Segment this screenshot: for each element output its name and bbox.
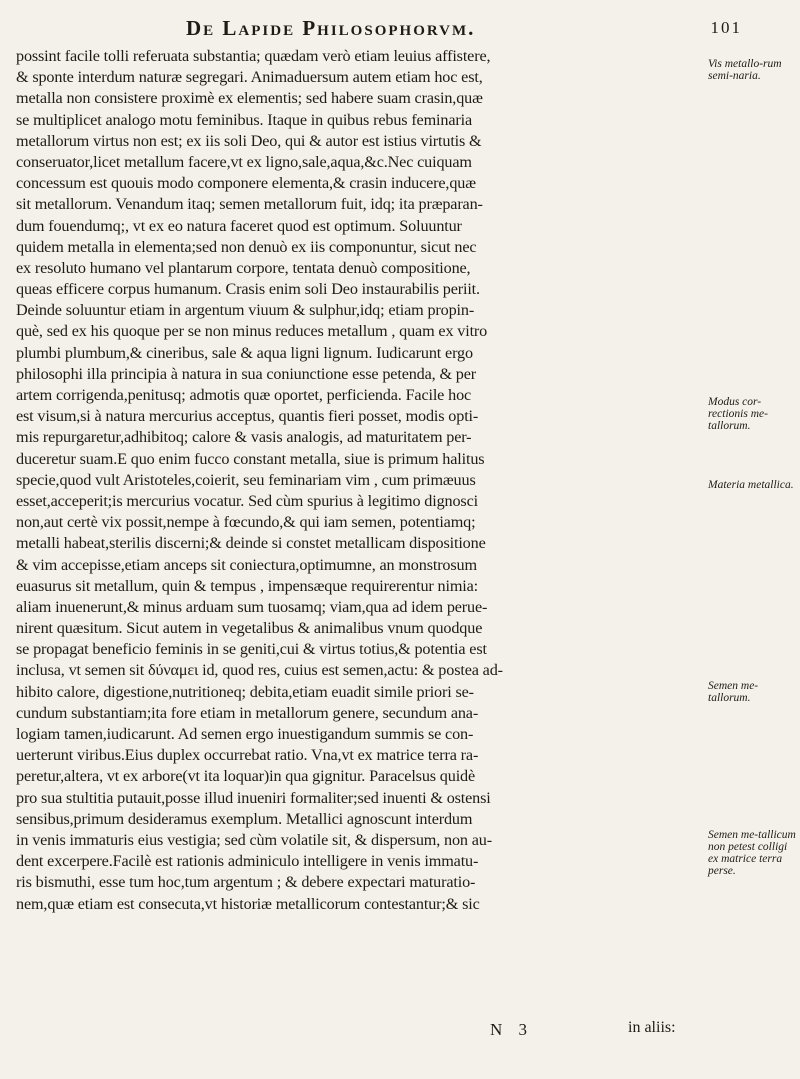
text-line: peretur,altera, vt ex arbore(vt ita loquar)in qua gignitur. Paracelsus quidè — [16, 767, 476, 786]
text-line: logiam tamen,iudicarunt. Ad semen ergo inuestigandum summis se con- — [16, 725, 474, 743]
text-line: aliam inuenerunt,& minus arduam sum tuosamq; viam,qua ad idem perue- — [16, 597, 488, 616]
page-number: 101 — [710, 18, 742, 37]
text-line: artem corrigenda,penitusq; admotis quæ oportet, perficienda. Facile hoc — [16, 386, 472, 404]
text-line: nirent quæsitum. Sicut autem in vegetalibus & animalibus vnum quodque — [16, 619, 483, 638]
catchword: in aliis: — [628, 1019, 676, 1036]
text-line: se propagat beneficio feminis in se geniti,cui & virtus totius,& potentia est — [16, 640, 487, 659]
text-line: concessum est quouis modo componere elementa,& crasin inducere,quæ — [16, 174, 476, 193]
text-line: quidem metalla in elementa;sed non denuò ex iis componuntur, sicut nec — [16, 237, 477, 256]
running-title: De Lapide Philosophorvm. — [186, 16, 476, 40]
text-line: & vim accepisse,etiam anceps sit coniectura,optimumne, an monstrosum — [16, 555, 477, 574]
text-line: inclusa, vt semen sit δύναμει id, quod res, cuius est semen,actu: & postea ad- — [16, 661, 503, 680]
marginal-note: Semen me-tallicum non petest colligi ex matrice terra perse. — [708, 829, 796, 877]
text-line: hibito calore, digestione,nutritioneq; debita,etiam euadit simile priori se- — [16, 682, 474, 701]
text-line: dum fouendumq;, vt ex eo natura faceret quod est optimum. Soluuntur — [16, 216, 462, 235]
text-line: Deinde soluuntur etiam in argentum viuum & sulphur,idq; etiam propin- — [16, 301, 475, 320]
text-line: conseruator,licet metallum facere,vt ex ligno,sale,aqua,&c.Nec cuiquam — [16, 152, 472, 171]
marginal-note: Modus cor-rectionis me-tallorum. — [708, 396, 768, 432]
text-line: cundum substantiam;ita fore etiam in metallorum genere, secundum ana- — [16, 703, 479, 722]
text-line: dent excerpere.Facilè est rationis adminiculo intelligere in venis immatu- — [16, 852, 479, 871]
text-line: plumbi plumbum,& cineribus, sale & aqua ligni lignum. Iudicarunt ergo — [16, 343, 473, 362]
marginal-note: Vis metallo-rum semi-naria. — [708, 58, 782, 82]
text-line: in venis immaturis eius vestigia; sed cùm volatile sit, & dispersum, non au- — [16, 830, 492, 849]
text-line: nem,quæ etiam est consecuta,vt historiæ metallicorum contestantur;& sic — [16, 894, 480, 913]
text-line: metalli habeat,sterilis discerni;& deinde si constet metallicam dispositione — [16, 534, 486, 553]
text-line: ex resoluto humano vel plantarum corpore, tentata denuò compositione, — [16, 258, 471, 277]
text-line: mis repurgaretur,adhibitoq; calore & vasis analogis, ad maturitatem per- — [16, 428, 472, 447]
text-line: non,aut certè vix possit,nempe à fœcundo,& qui iam semen, potentiamq; — [16, 513, 476, 532]
text-line: queas efficere corpus humanum. Crasis enim soli Deo instaurabilis periit. — [16, 280, 480, 299]
text-line: specie,quod vult Aristoteles,coierit, seu feminariam vim , cum primæuus — [16, 470, 476, 489]
text-line: esset,acceperit;is mercurius vocatur. Sed cùm spurius à legitimo dignosci — [16, 491, 478, 510]
text-line: philosophi illa principia à natura in sua coniunctione esse petenda, & per — [16, 364, 476, 383]
marginal-note: Semen me-tallorum. — [708, 680, 759, 704]
text-line: què, sed ex his quoque per se non minus reduces metallum , quam ex vitro — [16, 322, 488, 341]
marginal-note: Materia metallica. — [708, 479, 794, 491]
text-line: sensibus,primum desideramus exemplum. Metallici agnoscunt interdum — [16, 809, 473, 828]
text-line: & sponte interdum naturæ segregari. Animaduersum autem etiam hoc est, — [16, 68, 483, 87]
text-line: pro sua stultitia putauit,posse illud inueniri formaliter;sed inuenti & ostensi — [16, 788, 491, 807]
text-line: possint facile tolli referuata substantia; quædam verò etiam leuius affistere, — [16, 47, 491, 65]
text-line: est visum,si à natura mercurius acceptus, quantis fieri posset, modis opti- — [16, 407, 479, 426]
text-line: euasurus sit metallum, quin & tempus , impensæque requirerentur nimia: — [16, 576, 478, 595]
text-line: uerterunt viribus.Eius duplex occurrebat ratio. Vna,vt ex matrice terra ra- — [16, 746, 479, 765]
text-line: metallorum virtus non est; ex iis soli Deo, qui & autor est istius virtutis & — [16, 131, 482, 150]
running-header — [16, 16, 782, 46]
body-text — [16, 46, 716, 915]
text-line: metalla non consistere proximè ex elementis; sed habere suam crasin,quæ — [16, 89, 483, 108]
signature-mark: N 3 — [490, 1020, 534, 1039]
text-line: se multiplicet analogo motu feminibus. Itaque in quibus rebus feminaria — [16, 110, 472, 129]
text-line: duceretur suam.E quo enim fucco constant metalla, siue is primum halitus — [16, 449, 485, 468]
text-line: sit metallorum. Venandum itaq; semen metallorum fuit, idq; ita præparan- — [16, 195, 483, 214]
text-line: ris bismuthi, esse tum hoc,tum argentum ; & debere expectari maturatio- — [16, 873, 476, 892]
